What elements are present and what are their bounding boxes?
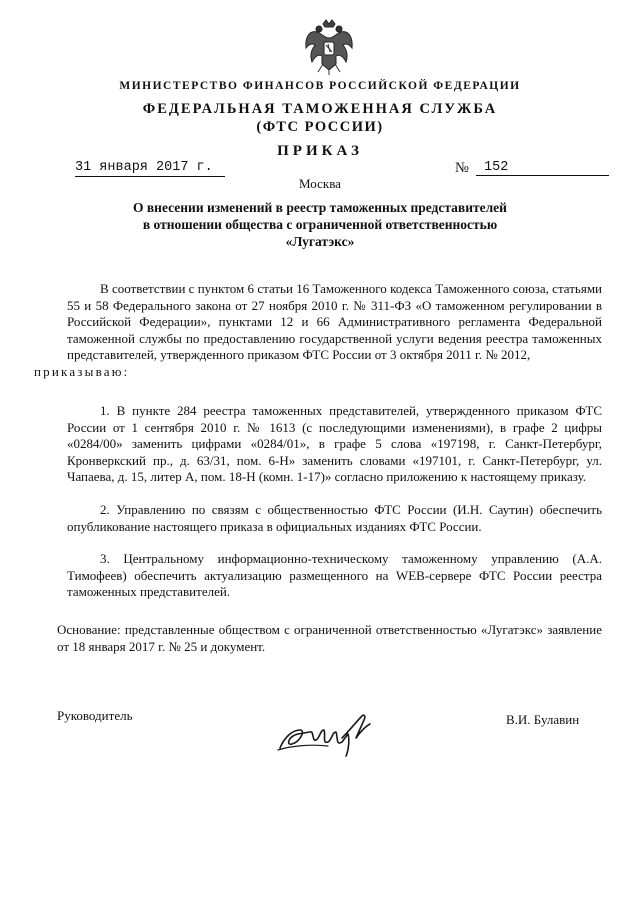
basis-text: Основание: представленные обществом с ограниченной ответственностью «Лугатэкс» заявление от 18 января 2017 г. № 25 и документ. <box>57 622 602 654</box>
order-number: 152 <box>476 160 609 176</box>
signatory-role: Руководитель <box>57 708 133 723</box>
item-1-text: 1. В пункте 284 реестра таможенных представителей, утвержденного приказом ФТС России от 1 сентября 2010 г. № 1613 (с последующими изменениями), в графе 2 цифры «0284/00» заменить цифрами «0284/01», в графе 5 слова «197198, г. Санкт-Петербург, Кронверкский пр., д. 63/31, пом. 6-Н» заменить словами «197101, г. Санкт-Петербург, ул. Чапаева, д. 15, литер А, пом. 18-Н (комн. 1-17)» согласно приложению к настоящему приказу. <box>67 403 602 484</box>
signatory-name: В.И. Булавин <box>506 712 580 727</box>
item-2-text: 2. Управлению по связям с общественностью ФТС России (И.Н. Саутин) обеспечить опубликование настоящего приказа в официальных изданиях ФТС России. <box>67 502 602 534</box>
item-3-paragraph <box>67 551 602 601</box>
title-line: в отношении общества с ограниченной ответственностью <box>142 217 498 232</box>
handwritten-signature-icon <box>270 708 380 758</box>
item-1-paragraph <box>67 403 602 486</box>
title-line: О внесении изменений в реестр таможенных представителей <box>133 200 507 215</box>
title-line: «Лугатэкс» <box>285 234 355 249</box>
prikazyvayu-text: приказываю: <box>34 363 130 379</box>
double-headed-eagle-emblem-icon <box>303 18 355 76</box>
document-title <box>0 199 640 250</box>
item-3-text: 3. Центральному информационно-техническому таможенному управлению (А.А. Тимофеев) обеспечить актуализацию размещенного на WEB-сервере ФТС России реестра таможенных представителей. <box>67 551 602 599</box>
city: Москва <box>299 176 341 191</box>
agency-short-name: (ФТС РОССИИ) <box>256 119 384 135</box>
agency-name: ФЕДЕРАЛЬНАЯ ТАМОЖЕННАЯ СЛУЖБА <box>142 101 498 117</box>
order-number-label: № <box>455 160 469 176</box>
document-type: ПРИКАЗ <box>277 143 363 159</box>
basis-paragraph <box>57 622 602 655</box>
preamble-text: В соответствии с пунктом 6 статьи 16 Таможенного кодекса Таможенного союза, статьями 55 и 58 Федерального закона от 27 ноября 2010 г. № 311-ФЗ «О таможенном регулировании в Российской Федерации», пунктами 12 и 66 Административного регламента Федеральной таможенной службы по предоставлению государственной услуги ведения реестра таможенных представителей, утвержденного приказом ФТС России от 3 октября 2011 г. № 2012, <box>67 281 602 362</box>
ministry-name: МИНИСТЕРСТВО ФИНАНСОВ РОССИЙСКОЙ ФЕДЕРАЦИИ <box>119 80 521 92</box>
order-date: 31 января 2017 г. <box>75 160 225 177</box>
preamble-paragraph <box>34 281 602 380</box>
item-2-paragraph <box>67 502 602 535</box>
